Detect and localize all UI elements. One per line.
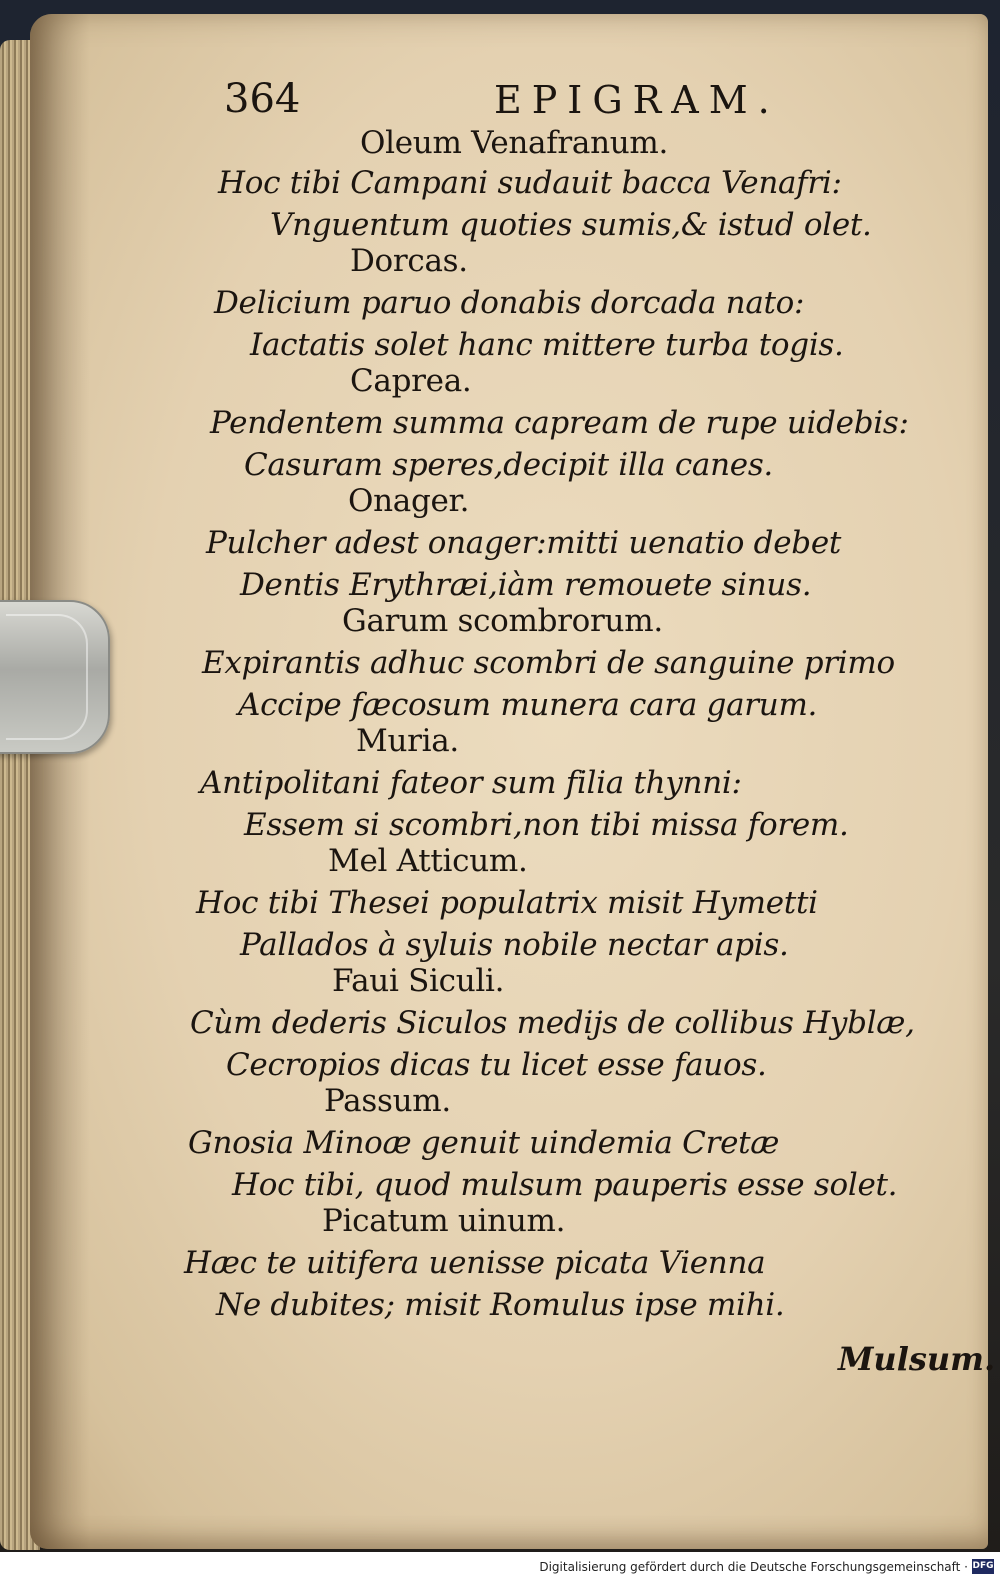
epigram-title: Muria. [356, 723, 459, 759]
verse-line: Iactatis solet hanc mittere turba togis. [250, 327, 844, 363]
verse-line: Hoc tibi Thesei populatrix misit Hymetti [196, 885, 818, 921]
verse-line: Accipe fæcosum munera cara garum. [238, 687, 818, 723]
verse-line: Cecropios dicas tu licet esse fauos. [226, 1047, 767, 1083]
verse-line: Antipolitani fateor sum filia thynni: [200, 765, 742, 801]
dfg-logo: DFG [972, 1559, 994, 1574]
verse-line: Essem si scombri,non tibi missa forem. [244, 807, 849, 843]
verse-line: Hoc tibi, quod mulsum pauperis esse solet. [232, 1167, 898, 1203]
epigram-title: Garum scombrorum. [342, 603, 663, 639]
epigram-title: Mel Atticum. [328, 843, 528, 879]
verse-line: Hæc te uitifera uenisse picata Vienna [184, 1245, 766, 1281]
verse-line: Cùm dederis Siculos medijs de collibus Hyblæ, [190, 1005, 915, 1041]
epigram-title: Faui Siculi. [332, 963, 505, 999]
running-header: EPIGRAM. [494, 78, 780, 122]
epigram-title: Oleum Venafranum. [360, 125, 669, 161]
epigram-title: Onager. [348, 483, 470, 519]
verse-line: Pulcher adest onager:mitti uenatio debet [206, 525, 842, 561]
epigram-title: Caprea. [350, 363, 472, 399]
verse-line: Gnosia Minoæ genuit uindemia Cretæ [188, 1125, 780, 1161]
epigram-title: Passum. [324, 1083, 451, 1119]
verse-line: Pallados à syluis nobile nectar apis. [240, 927, 789, 963]
epigram-title: Picatum uinum. [322, 1203, 566, 1239]
verse-line: Pendentem summa capream de rupe uidebis: [210, 405, 909, 441]
verse-line: Hoc tibi Campani sudauit bacca Venafri: [218, 165, 842, 201]
catchword: Mulsum. [838, 1340, 996, 1378]
verse-line: Delicium paruo donabis dorcada nato: [214, 285, 805, 321]
verse-line: Casuram speres,decipit illa canes. [244, 447, 773, 483]
verse-line: Expirantis adhuc scombri de sanguine primo [202, 645, 895, 681]
page-number: 364 [224, 76, 301, 122]
epigram-title: Dorcas. [350, 243, 468, 279]
verse-line: Ne dubites; misit Romulus ipse mihi. [216, 1287, 785, 1323]
verse-line: Vnguentum quoties sumis,& istud olet. [270, 207, 872, 243]
verse-line: Dentis Erythræi,iàm remouete sinus. [240, 567, 812, 603]
digitization-credit: Digitalisierung gefördert durch die Deutsche Forschungsgemeinschaft · [539, 1560, 968, 1574]
